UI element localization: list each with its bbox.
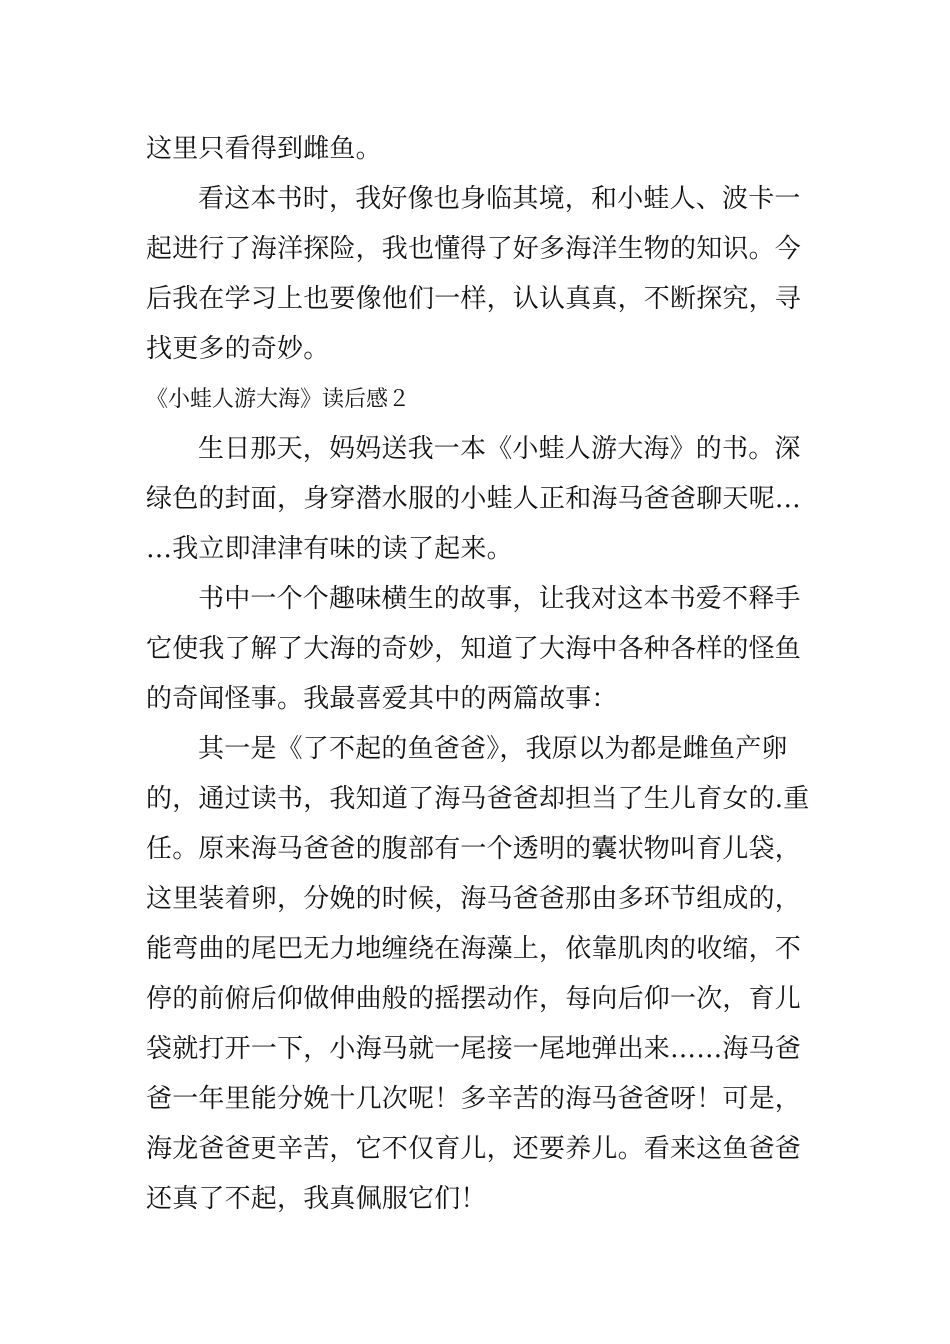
paragraph-1-line-1: 这里只看得到雌鱼。	[146, 134, 382, 164]
paragraph-5-line-7: 袋就打开一下，小海马就一尾接一尾地弹出来……海马爸	[146, 1034, 802, 1064]
paragraph-3-line-3: …我立即津津有味的读了起来。	[146, 534, 513, 564]
paragraph-5-line-8: 爸一年里能分娩十几次呢！多辛苦的海马爸爸呀！可是，	[146, 1084, 802, 1114]
paragraph-5-line-10: 还真了不起，我真佩服它们！	[146, 1184, 487, 1214]
paragraph-4-line-3: 的奇闻怪事。我最喜爱其中的两篇故事：	[146, 684, 618, 714]
paragraph-5-line-4: 这里装着卵，分娩的时候，海马爸爸那由多环节组成的，	[146, 884, 802, 914]
paragraph-2-line-2: 起进行了海洋探险，我也懂得了好多海洋生物的知识。今	[146, 234, 802, 264]
paragraph-4-line-1: 书中一个个趣味横生的故事，让我对这本书爱不释手	[198, 584, 801, 614]
paragraph-5-line-5: 能弯曲的尾巴无力地缠绕在海藻上，依靠肌肉的收缩，不	[146, 934, 802, 964]
section-title: 《小蛙人游大海》读后感２	[146, 387, 411, 412]
paragraph-4-line-2: 它使我了解了大海的奇妙，知道了大海中各种各样的怪鱼	[146, 634, 802, 664]
paragraph-5-line-1: 其一是《了不起的鱼爸爸》，我原以为都是雌鱼产卵	[198, 734, 788, 764]
paragraph-2-line-3: 后我在学习上也要像他们一样，认认真真，不断探究，寻	[146, 284, 802, 314]
paragraph-3-line-1: 生日那天，妈妈送我一本《小蛙人游大海》的书。深	[198, 434, 801, 464]
paragraph-5-line-6: 停的前俯后仰做伸曲般的摇摆动作，每向后仰一次，育儿	[146, 984, 802, 1014]
paragraph-5-line-2: 的，通过读书，我知道了海马爸爸却担当了生儿育女的.重	[146, 784, 810, 814]
paragraph-5-line-9: 海龙爸爸更辛苦，它不仅育儿，还要养儿。看来这鱼爸爸	[146, 1134, 802, 1164]
paragraph-5-line-3: 任。原来海马爸爸的腹部有一个透明的囊状物叫育儿袋，	[146, 834, 802, 864]
paragraph-2-line-4: 找更多的奇妙。	[146, 334, 330, 364]
paragraph-2-line-1: 看这本书时，我好像也身临其境，和小蛙人、波卡一	[198, 184, 801, 214]
paragraph-3-line-2: 绿色的封面，身穿潜水服的小蛙人正和海马爸爸聊天呢…	[146, 484, 802, 514]
